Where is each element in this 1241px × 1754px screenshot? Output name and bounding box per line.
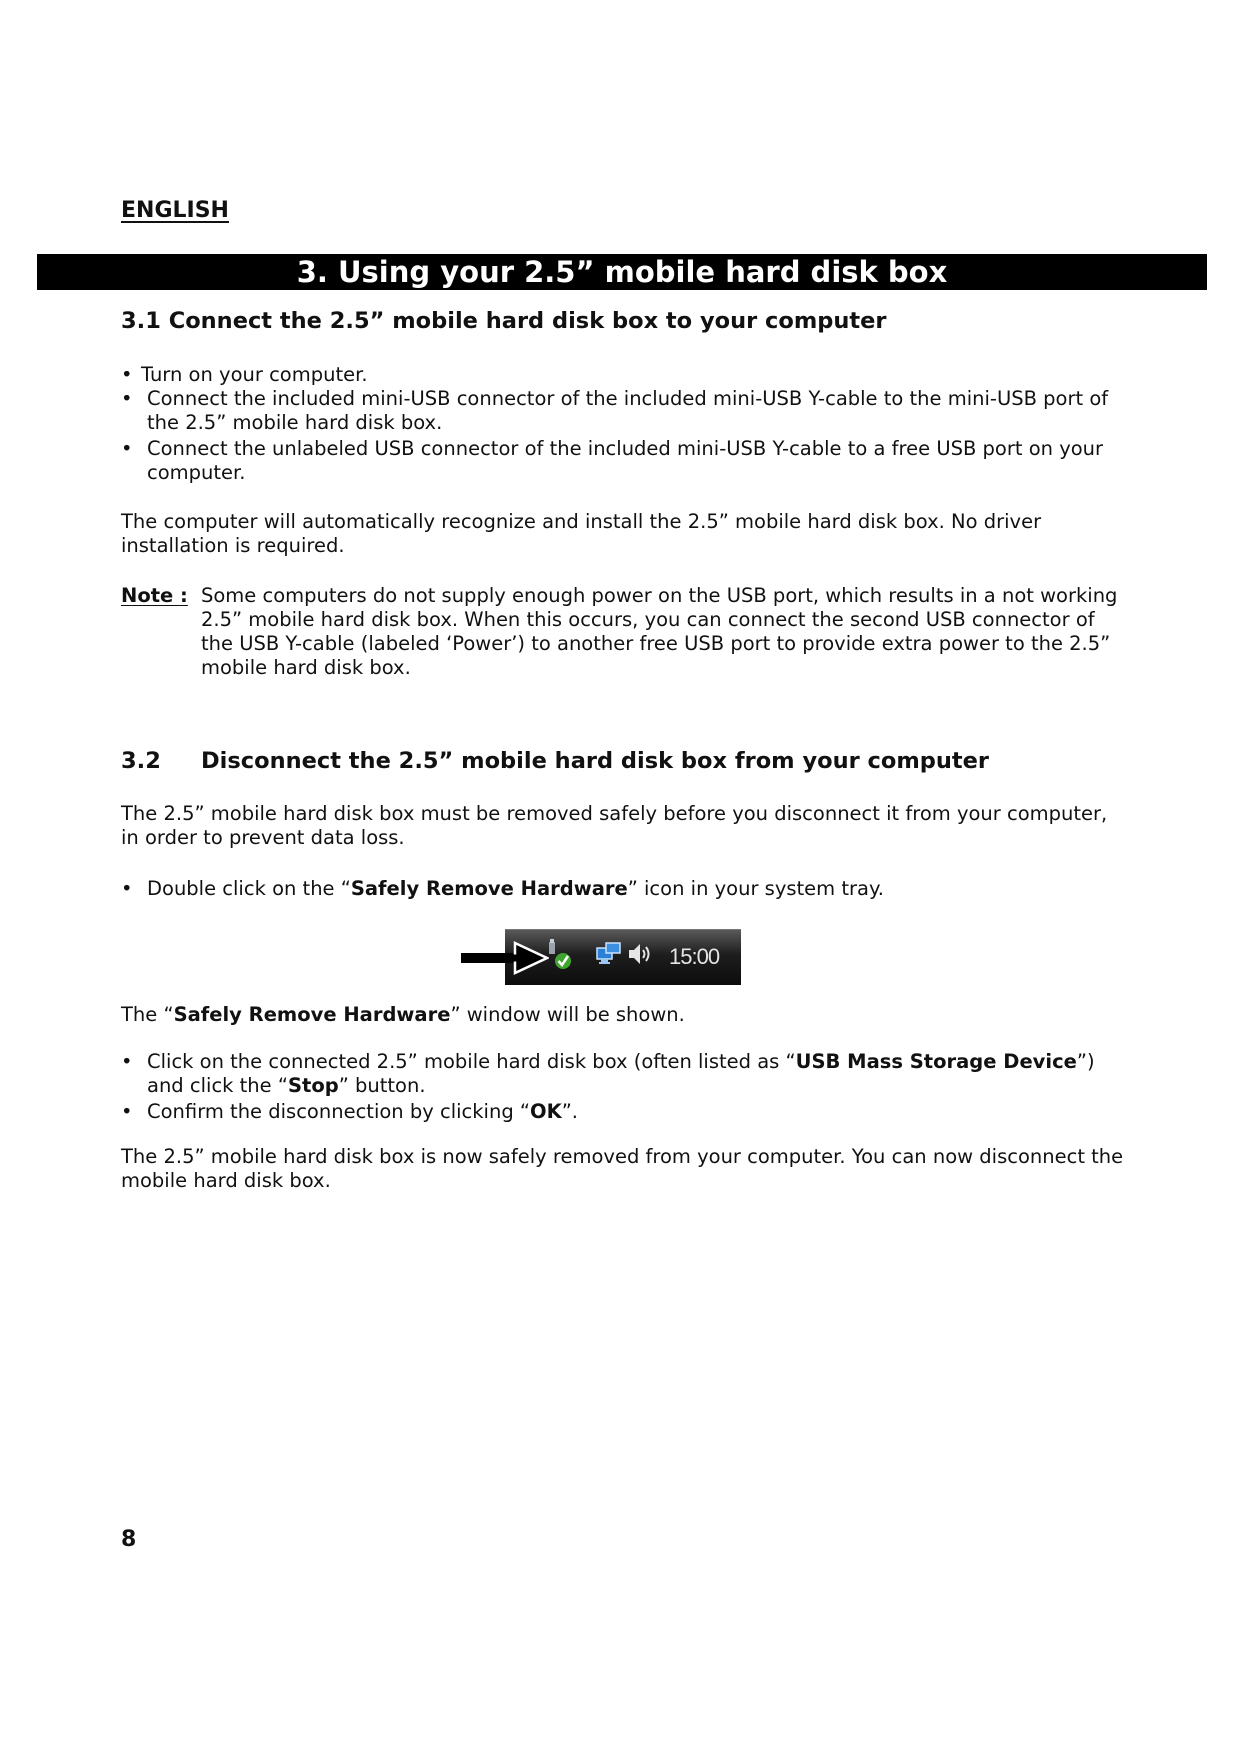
note-text: Some computers do not supply enough power on the USB port, which results in a not working 2.5” mobile hard disk box. When this occurs, you can connect the second USB connector of the USB Y-cable (labeled ‘Power’) to another free USB port to provide extra power to the 2.5” mobile hard disk box. [201,584,1118,679]
section-3-2-heading: Disconnect the 2.5” mobile hard disk box from your computer [201,748,989,774]
list-item: • Turn on your computer. [121,363,1131,387]
safely-remove-hardware-icon[interactable] [546,938,576,972]
network-icon[interactable] [595,940,623,970]
language-label: ENGLISH [121,198,229,223]
chapter-title-bar [37,254,1207,290]
system-tray-screenshot [461,929,741,985]
list-item: • Connect the unlabeled USB connector of the included mini-USB Y-cable to a free USB port on your computer. [121,437,1131,485]
connect-steps-list [121,363,1131,485]
list-item: • Double click on the “Safely Remove Hardware” icon in your system tray. [121,877,1131,901]
list-item: • Connect the included mini-USB connector of the included mini-USB Y-cable to the mini-USB port of the 2.5” mobile hard disk box. [121,387,1131,435]
tray-clock[interactable]: 15:00 [669,944,720,969]
chapter-title: 3. Using your 2.5” mobile hard disk box [296,255,948,289]
disconnect-intro-paragraph: The 2.5” mobile hard disk box must be removed safely before you disconnect it from your computer, in order to prevent data loss. [121,802,1108,849]
list-item: • Click on the connected 2.5” mobile hard disk box (often listed as “USB Mass Storage Device”) and click the “Stop” button. [121,1050,1131,1098]
tray-step-list [121,877,1131,901]
page-number: 8 [121,1527,137,1552]
section-3-1-heading: 3.1 Connect the 2.5” mobile hard disk box to your computer [121,308,887,334]
note-label: Note : [121,584,188,607]
closing-paragraph: The 2.5” mobile hard disk box is now safely removed from your computer. You can now disconnect the mobile hard disk box. [121,1145,1124,1192]
auto-install-paragraph: The computer will automatically recognize and install the 2.5” mobile hard disk box. No driver installation is required. [121,510,1042,557]
remove-steps-list [121,1050,1131,1124]
volume-icon[interactable] [626,941,654,967]
window-shown-paragraph: The “Safely Remove Hardware” window will be shown. [121,1003,685,1026]
arrow-icon [461,941,549,975]
list-item: • Confirm the disconnection by clicking “OK”. [121,1100,1131,1124]
section-3-2-number: 3.2 [121,748,161,774]
